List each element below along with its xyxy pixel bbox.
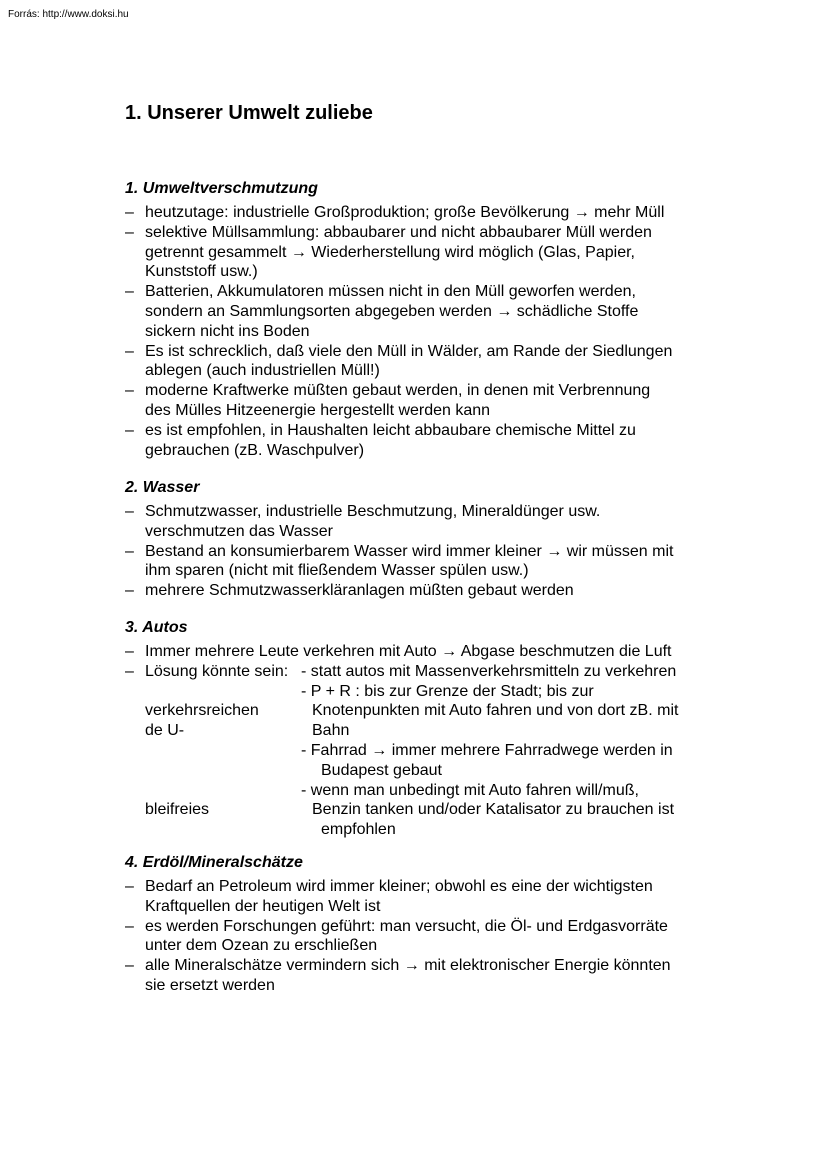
list-item: – Bestand an konsumierbarem Wasser wird immer kleiner → wir müssen mit ihm sparen (nicht mit fließendem Wasser spülen usw.) bbox=[125, 542, 674, 580]
solution-row: Budapest gebaut bbox=[321, 761, 442, 779]
solution-row: bleifreies Benzin tanken und/oder Katalisator zu brauchen ist bbox=[145, 801, 675, 819]
list-item: – Schmutzwasser, industrielle Beschmutzung, Mineraldünger usw. verschmutzen das Wasser bbox=[125, 503, 601, 540]
bullet-list bbox=[125, 642, 725, 662]
list-item: – mehrere Schmutzwasserkläranlagen müßten gebaut werden bbox=[125, 582, 574, 600]
section-heading: 2. Wasser bbox=[125, 479, 200, 496]
section-heading: 3. Autos bbox=[125, 619, 188, 636]
list-item: – es werden Forschungen geführt: man versucht, die Öl- und Erdgasvorräte unter dem Ozean zu erschließen bbox=[125, 917, 668, 955]
bullet-list bbox=[125, 877, 725, 996]
solution-row: - wenn man unbedingt mit Auto fahren will/muß, bbox=[301, 781, 639, 799]
section-erdoel bbox=[125, 853, 725, 996]
list-item: – Bedarf an Petroleum wird immer kleiner; obwohl es eine der wichtigsten Kraftquellen der heutigen Welt ist bbox=[125, 878, 653, 915]
list-item: – es ist empfohlen, in Haushalten leicht abbaubare chemische Mittel zu gebrauchen (zB. Waschpulver) bbox=[125, 421, 636, 459]
section-umweltverschmutzung bbox=[125, 179, 725, 460]
solution-row: verkehrsreichen Knotenpunkten mit Auto fahren und von dort zB. mit bbox=[145, 702, 679, 720]
bullet-list bbox=[125, 203, 725, 460]
section-heading: 1. Umweltverschmutzung bbox=[125, 180, 318, 197]
list-item: – alle Mineralschätze vermindern sich → mit elektronischer Energie könnten sie ersetzt werden bbox=[125, 957, 671, 994]
solution-table bbox=[125, 662, 725, 840]
list-item: – moderne Kraftwerke müßten gebaut werden, in denen mit Verbrennung des Mülles Hitzeenergie hergestellt werden kann bbox=[125, 382, 651, 419]
solution-row: - P + R : bis zur Grenze der Stadt; bis zur bbox=[301, 682, 594, 700]
solution-row: de U- Bahn bbox=[145, 722, 350, 740]
solution-row: empfohlen bbox=[321, 821, 396, 839]
section-wasser bbox=[125, 478, 725, 601]
solution-row: - Fahrrad → immer mehrere Fahrradwege werden in bbox=[301, 741, 673, 759]
list-item: – selektive Müllsammlung: abbaubarer und nicht abbaubarer Müll werden getrennt gesammelt → Wiederherstellung wird möglich (Glas, Papier, Kunststoff usw.) bbox=[125, 223, 652, 281]
page-title: 1. Unserer Umwelt zuliebe bbox=[125, 102, 373, 124]
list-item: – Immer mehrere Leute verkehren mit Auto → Abgase beschmutzen die Luft bbox=[125, 643, 672, 660]
list-item: – Es ist schrecklich, daß viele den Müll in Wälder, am Rande der Siedlungen ablegen (auch industriellen Müll!) bbox=[125, 342, 673, 380]
section-heading: 4. Erdöl/Mineralschätze bbox=[125, 854, 303, 871]
solution-row: – Lösung könnte sein: - statt autos mit Massenverkehrsmitteln zu verkehren bbox=[125, 662, 677, 680]
list-item: – heutzutage: industrielle Großproduktion; große Bevölkerung → mehr Müll bbox=[125, 204, 665, 221]
source-note: Forrás: http://www.doksi.hu bbox=[8, 9, 129, 20]
bullet-list bbox=[125, 502, 725, 601]
section-autos bbox=[125, 618, 725, 840]
list-item: – Batterien, Akkumulatoren müssen nicht in den Müll geworfen werden, sondern an Sammlungsorten abgegeben werden → schädliche Stoffe sickern nicht ins Boden bbox=[125, 283, 639, 340]
